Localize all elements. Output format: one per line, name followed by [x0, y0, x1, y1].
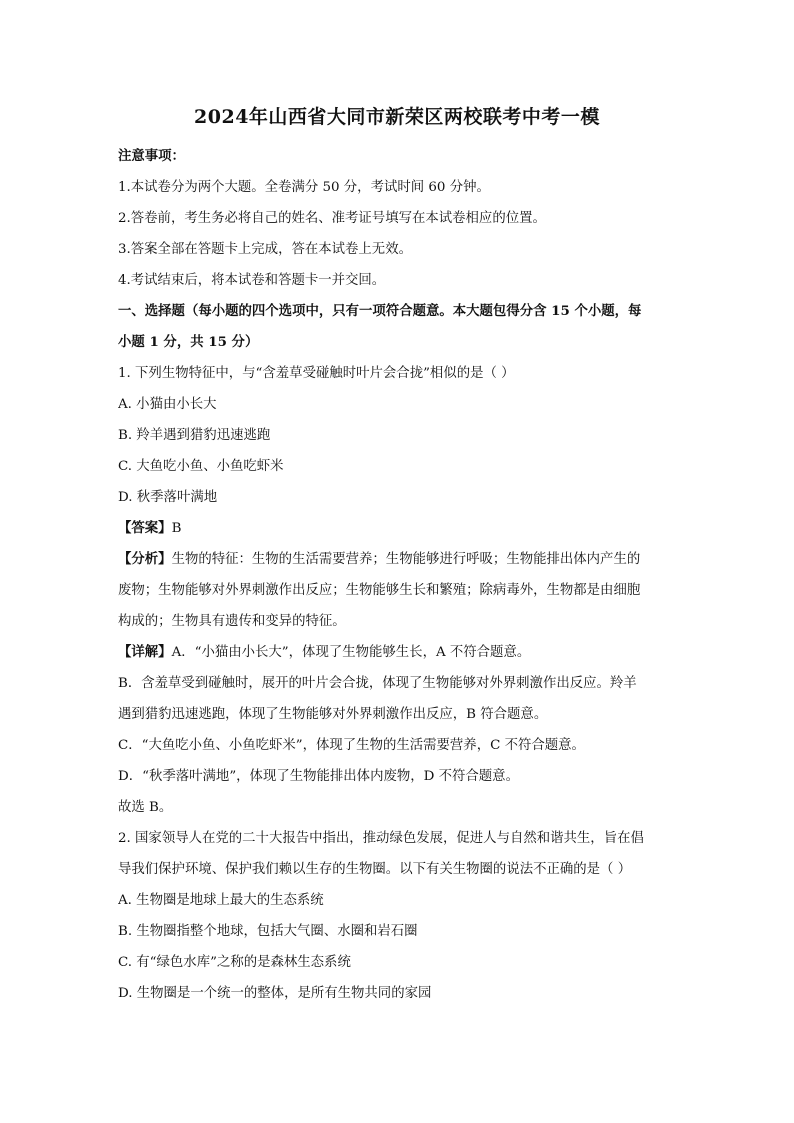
notice-item: 3.答案全部在答题卡上完成，答在本试卷上无效。	[118, 242, 412, 257]
notice-item: 1.本试卷分为两个大题。全卷满分 50 分，考试时间 60 分钟。	[118, 180, 490, 195]
section-heading-cont: 小题 1 分，共 15 分）	[118, 334, 259, 350]
question-2-option-b: B. 生物圈指整个地球，包括大气圈、水圈和岩石圈	[118, 924, 418, 939]
question-1-option-c: C. 大鱼吃小鱼、小鱼吃虾米	[118, 459, 284, 474]
analysis-text: 生物的特征：生物的生活需要营养；生物能够进行呼吸；生物能排出体内产生的	[171, 552, 641, 567]
question-2-stem-cont: 导我们保护环境、保护我们赖以生存的生物圈。以下有关生物圈的说法不正确的是（ ）	[118, 862, 632, 877]
question-1-analysis	[118, 544, 678, 575]
page-title: 2024年山西省大同市新荣区两校联考中考一模	[194, 106, 600, 128]
question-1-option-b: B. 羚羊遇到猎豹迅速逃跑	[118, 428, 271, 443]
detail-text: 遇到猎豹迅速逃跑，体现了生物能够对外界刺激作出反应，B 符合题意。	[118, 707, 548, 722]
detail-text: A．“小猫由小长大”，体现了生物能够生长，A 不符合题意。	[171, 645, 531, 660]
analysis-text: 废物；生物能够对外界刺激作出反应；生物能够生长和繁殖；除病毒外，生物都是由细胞	[118, 583, 641, 598]
answer-value: B	[171, 521, 182, 536]
notice-item: 2.答卷前，考生务必将自己的姓名、准考证号填写在本试卷相应的位置。	[118, 211, 546, 226]
answer-label: 【答案】	[118, 520, 172, 536]
detail-text: C．“大鱼吃小鱼、小鱼吃虾米”，体现了生物的生活需要营养，C 不符合题意。	[118, 738, 585, 753]
analysis-label: 【分析】	[118, 551, 172, 567]
detail-text: B．含羞草受到碰触时，展开的叶片会合拢，体现了生物能够对外界刺激作出反应。羚羊	[118, 676, 637, 691]
question-1-stem: 1. 下列生物特征中，与“含羞草受碰触时叶片会合拢”相似的是（ ）	[118, 366, 515, 381]
notice-heading: 注意事项：	[118, 148, 185, 164]
detail-label: 【详解】	[118, 644, 172, 660]
question-2-stem: 2. 国家领导人在党的二十大报告中指出，推动绿色发展，促进人与自然和谐共生，旨在倡	[118, 831, 644, 846]
question-2-option-c: C. 有“绿色水库”之称的是森林生态系统	[118, 955, 351, 970]
question-1-option-a: A. 小猫由小长大	[118, 397, 217, 412]
detail-text: D．“秋季落叶满地”，体现了生物能排出体内废物，D 不符合题意。	[118, 769, 519, 784]
detail-conclusion: 故选 B。	[118, 800, 173, 815]
notice-item: 4.考试结束后，将本试卷和答题卡一并交回。	[118, 273, 386, 288]
question-2-option-d: D. 生物圈是一个统一的整体，是所有生物共同的家园	[118, 986, 432, 1001]
question-1-answer	[118, 513, 678, 544]
section-heading: 一、选择题（每小题的四个选项中，只有一项符合题意。本大题包得分含 15 个小题，每	[118, 303, 642, 319]
question-2-option-a: A. 生物圈是地球上最大的生态系统	[118, 893, 324, 908]
document-body	[118, 141, 678, 1009]
question-1-option-d: D. 秋季落叶满地	[118, 490, 218, 505]
question-1-detail	[118, 637, 678, 668]
analysis-text: 构成的；生物具有遗传和变异的特征。	[118, 614, 346, 629]
